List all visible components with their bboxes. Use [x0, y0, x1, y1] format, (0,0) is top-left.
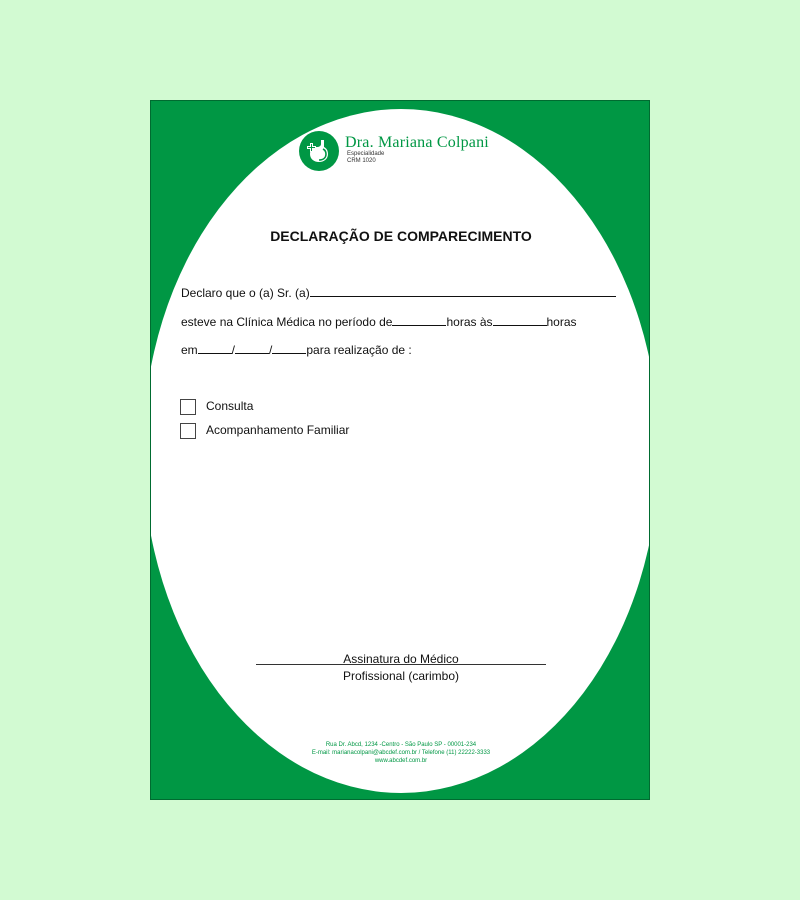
hours-label: horas: [546, 315, 577, 329]
purpose-label: para realização de :: [306, 343, 412, 357]
date-separator: /: [269, 343, 273, 357]
acompanhamento-checkbox[interactable]: [180, 423, 196, 439]
period-label: esteve na Clínica Médica no período de: [181, 315, 393, 329]
document-page: [150, 100, 650, 800]
consulta-checkbox[interactable]: [180, 399, 196, 415]
doctor-name: Dra. Mariana Colpani: [345, 134, 489, 151]
document-title: DECLARAÇÃO DE COMPARECIMENTO: [270, 228, 532, 244]
signature-label: Assinatura do Médico: [343, 652, 459, 666]
page-oval-background: [150, 109, 650, 793]
date-prefix-label: em: [181, 343, 198, 357]
hours-to-label: horas às: [446, 315, 493, 329]
option-consulta[interactable]: [180, 399, 253, 415]
doctor-crm: CRM 1020: [347, 158, 376, 164]
footer-contact: E-mail: marianacolpani@abcdef.com.br / Telefone (11) 22222-3333: [311, 750, 491, 756]
stomach-cross-logo-icon: [299, 131, 339, 171]
footer-address: Rua Dr. Abcd, 1234 -Centro - São Paulo SP - 00001-234: [325, 742, 477, 748]
acompanhamento-label: Acompanhamento Familiar: [206, 423, 350, 438]
date-separator: /: [231, 343, 236, 357]
patient-name-line: [181, 285, 616, 300]
date-month-blank[interactable]: [235, 342, 269, 354]
patient-name-label: Declaro que o (a) Sr. (a): [181, 286, 310, 300]
date-line: [181, 342, 412, 357]
period-line: [181, 314, 577, 329]
signature-sublabel: Profissional (carimbo): [342, 669, 460, 683]
end-hour-blank[interactable]: [493, 314, 547, 326]
option-acompanhamento[interactable]: [180, 423, 349, 439]
date-day-blank[interactable]: [198, 342, 232, 354]
start-hour-blank[interactable]: [392, 314, 446, 326]
doctor-specialty: Especialidade: [347, 151, 385, 157]
footer-website: www.abcdef.com.br: [374, 758, 428, 764]
date-year-blank[interactable]: [272, 342, 306, 354]
patient-name-blank[interactable]: [310, 285, 616, 297]
consulta-label: Consulta: [206, 399, 254, 414]
